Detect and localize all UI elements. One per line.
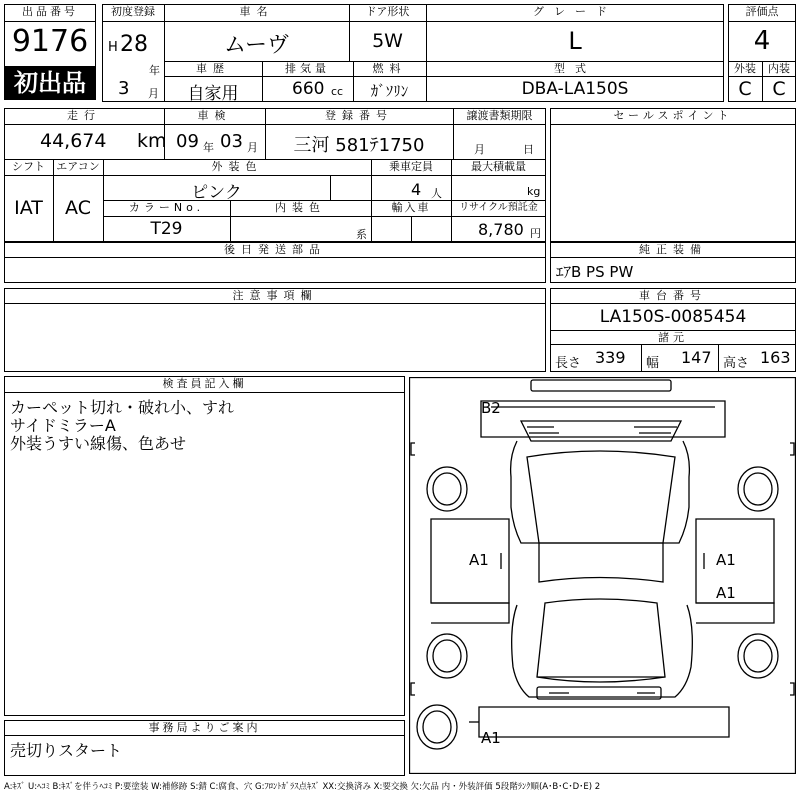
damage-mark-spare: A1 <box>481 729 501 747</box>
door-label: ドア形状 <box>365 5 410 18</box>
interior-color-unit: 系 <box>356 228 367 241</box>
length-label: 長さ <box>555 356 582 371</box>
later-parts-label: 後日発送部品 <box>224 243 326 256</box>
exterior-label: 外装 <box>734 62 756 75</box>
interior-color-label: 内装色 <box>275 201 326 214</box>
displacement-label: 排気量 <box>285 62 330 75</box>
recycle-fee: 8,780 <box>478 220 524 239</box>
capacity-label: 乗車定員 <box>389 160 433 173</box>
dims-label: 諸元 <box>658 331 688 344</box>
inspection-month-unit: 月 <box>247 141 258 154</box>
equipment-label: 純正装備 <box>639 243 707 256</box>
inspector-line: 外装うすい線傷、色あせ <box>10 434 187 453</box>
inspection-year-unit: 年 <box>203 141 214 154</box>
first-reg-month: 3 <box>118 78 130 99</box>
lot-label: 出品番号 <box>22 5 78 18</box>
capacity: 4 <box>411 180 422 199</box>
fuel-label: 燃料 <box>372 62 407 75</box>
first-listing-badge: 初出品 <box>4 66 96 100</box>
chassis-label: 車台番号 <box>639 289 707 302</box>
office-label: 事務局よりご案内 <box>148 721 261 734</box>
sales-points-box <box>550 108 796 242</box>
sales-points-label: セールスポイント <box>613 109 733 122</box>
era: H <box>108 40 118 55</box>
car-outline-icon <box>409 377 796 774</box>
chassis-number: LA150S-0085454 <box>599 307 747 327</box>
capacity-unit: 人 <box>431 187 442 200</box>
footer-legend: A:ｷｽﾞ U:ﾍｺﾐ B:ｷｽﾞを伴うﾍｺﾐ P:要塗装 W:補修跡 S:錆 C:腐食、穴 G:ﾌﾛﾝﾄｶﾞﾗｽ点ｷｽﾞ XX:交換済み X:要交換 欠:欠品 内・外装評価 5段階ﾗﾝｸ順(A･B･C･D･E) 2 <box>4 782 601 792</box>
history-label: 車歴 <box>196 62 230 75</box>
inspection-year: 09 <box>176 131 199 152</box>
transfer-day-unit: 日 <box>523 143 534 156</box>
inspector-line: カーペット切れ・破れ小、すれ <box>10 398 235 417</box>
color: ピンク <box>191 183 242 203</box>
height: 163 <box>760 348 791 367</box>
transfer-month-unit: 月 <box>474 143 485 156</box>
recycle-unit: 円 <box>530 227 541 240</box>
fuel: ｶﾞｿﾘﾝ <box>370 82 409 100</box>
plate: 三河 581ﾃ1750 <box>293 135 425 156</box>
transfer-label: 譲渡書類期限 <box>466 109 533 122</box>
first-reg-label: 初度登録 <box>111 5 155 18</box>
displacement-unit: cc <box>331 85 344 98</box>
displacement: 660 <box>292 79 325 99</box>
exterior-grade: C <box>738 78 752 100</box>
office-text: 売切りスタート <box>10 741 123 760</box>
import-label: 輸入車 <box>391 201 431 214</box>
height-label: 高さ <box>723 356 750 371</box>
first-reg-year: 28 <box>120 32 148 57</box>
damage-mark-right-rear-door: A1 <box>716 584 736 602</box>
inspection-month: 03 <box>220 131 243 152</box>
color-label: 外装色 <box>211 160 263 173</box>
inspector-label: 検査員記入欄 <box>162 377 247 390</box>
damage-mark-right-front-door: A1 <box>716 551 736 569</box>
width-label: 幅 <box>646 356 660 371</box>
mileage: 44,674 <box>40 130 107 152</box>
shift-label: シフト <box>12 160 45 173</box>
car-name-label: 車名 <box>239 5 274 18</box>
model: DBA-LA150S <box>521 79 629 99</box>
equipment-value: ｴｱB PS PW <box>556 263 634 281</box>
recycle-label: リサイクル預託金 <box>459 202 538 213</box>
grade-label: グレード <box>533 5 617 18</box>
mileage-unit: km <box>137 130 167 152</box>
load-label: 最大積載量 <box>471 160 526 173</box>
history: 自家用 <box>187 84 239 104</box>
score: 4 <box>753 26 771 56</box>
year-unit: 年 <box>149 64 160 77</box>
mileage-label: 走行 <box>67 109 101 122</box>
grade: L <box>568 27 582 55</box>
car-name: ムーヴ <box>224 33 289 58</box>
color-no-label: カラーNo. <box>128 201 205 214</box>
color-no: T29 <box>150 219 183 239</box>
car-damage-diagram <box>409 377 796 774</box>
model-label: 型式 <box>554 62 596 75</box>
score-label: 評価点 <box>745 5 779 18</box>
interior-grade: C <box>772 78 786 100</box>
shift: IAT <box>14 197 43 219</box>
lot-number: 9176 <box>11 24 89 59</box>
plate-label: 登録番号 <box>325 109 393 122</box>
month-unit: 月 <box>148 87 159 100</box>
width: 147 <box>681 348 712 367</box>
load-unit: kg <box>527 185 541 198</box>
door-type: 5W <box>372 30 403 52</box>
damage-mark-roof: B2 <box>481 399 501 417</box>
interior-label: 内装 <box>768 62 790 75</box>
inspector-line: サイドミラーA <box>10 416 116 435</box>
ac-label: エアコン <box>56 160 100 173</box>
notes-label: 注意事項欄 <box>232 289 318 302</box>
inspection-label: 車検 <box>197 109 232 122</box>
damage-mark-left-front-door: A1 <box>469 551 489 569</box>
ac: AC <box>65 197 91 219</box>
length: 339 <box>595 348 626 367</box>
